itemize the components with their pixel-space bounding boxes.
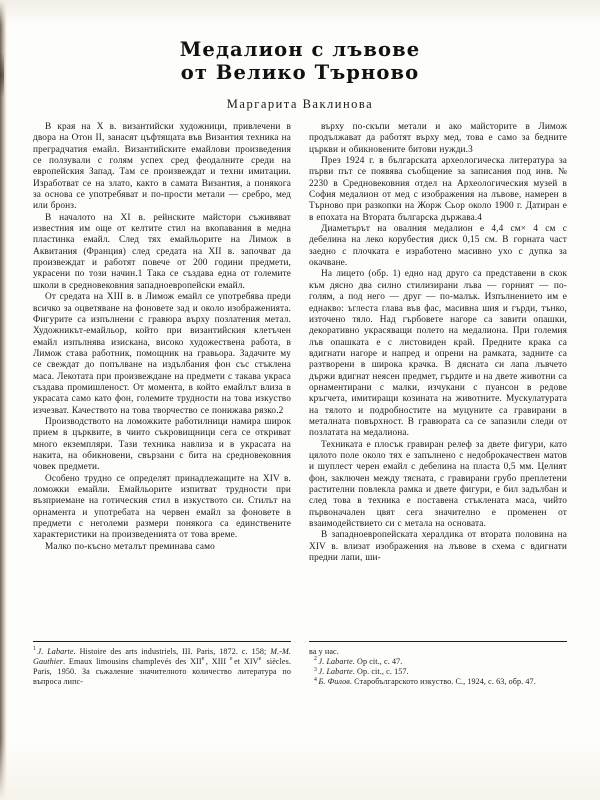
right-column <box>309 122 567 564</box>
footnote-continuation: ва у нас. <box>309 647 339 656</box>
footnote-divider-right <box>309 641 567 642</box>
footnotes-left-column <box>33 641 291 687</box>
title-line-1: Медалион с лъвове <box>179 38 421 61</box>
paragraph: В края на X в. византийски художници, привлечени в двора на Отон II, занасят цъфтящата във Византия техника на преградчатия емайл. Византийските емайлови произведения се ползували с голям успех сред феодалните среди на европейския Запад. Там се произвеждат и техни имитации. Изработват се на злато, както в самата Византия, а понякога за основа се употребяват и по-прости метали — сребро, мед или бронз. <box>33 122 291 212</box>
footnote-entry-4: $^4$ Б. Филов. Старобългарското изкуство. С., 1924, с. 63, обр. 47. <box>314 676 536 687</box>
paragraph: В началото на XI в. рейнските майстори съживяват известния им още от келтите стил на вкопавания в медна пластинка емайл. След тях емайльорите на Лимож в Аквитания (Франция) след средата на XII в. започват да произвеждат и работят повече от 200 години предмети, украсени по този начин.1 Така се създава една от големите школи в средновековния западноевропейски емайл. <box>33 212 291 291</box>
scan-edge-left <box>0 0 7 800</box>
author-byline: Маргарита Ваклинова <box>226 97 374 111</box>
body-columns <box>33 122 567 564</box>
paragraph: На лицето (обр. 1) едно над друго са представени в скок към дясно два силно стилизирани лъва — горният — по-голям, а под него — друг — по-малък. Изпълнението им е еднакво: ъглеста глава във фас, масивна шия и гърди, тънко, източено тяло. Над гърбовете нагоре са завити опашки, декоративно украсяващи полето на медалиона. При големия лъв опашката е с листовиден край. Предните крака са вдигнати нагоре и напред и опрени на рамката, задните са разтворени в широка крачка. В дясната си лапа лъвчето държи вдигнат неясен предмет, гърдите и на двете животни са орнаментирани с малки, изчукани с пуансон в редове кръгчета, имитиращи козината на животните. Мускулатурата на тялото и подробностите на муцуните са гравирани в металната повърхност. В гравюрата са се запазили следи от позлатата на медалиона. <box>309 269 567 439</box>
paragraph: Техниката е плосък гравиран релеф за двете фигури, като цялото поле около тях е запълнено с недоброкачествен матов и шуплест черен емайл с дебелина на пласта 0,5 мм. Целият фон, заключен между тясната, с гравирани грубо преплетени растителни повлекла рамка и двете фигури, е бил задълбан и след това в техника е поставена стъклената маса, чийто първоначален цвят сега значително е променен от взаимодействието си с метала на основата. <box>309 439 567 530</box>
footnote-marker: 4 <box>314 676 317 683</box>
footnote-marker: 3 <box>314 666 317 673</box>
scan-tint-top <box>0 0 600 26</box>
footnote-entry-1: $^1$ J. Labarte. Histoire des arts industriels, III. Paris, 1872. с. 158; M.-M. Gauthier. Emaux limousins champlevés des XIIe , XIII $^e$ et XIVe siècles. Paris, 1950. За съжаление значителното количество литература по въпроса липс- <box>33 646 291 687</box>
footnote-author: M.-M. Gauthier <box>33 647 291 667</box>
footnote-author: J. Labarte <box>318 657 353 667</box>
footnote-marker: 1 <box>33 646 36 653</box>
paragraph: Диаметърът на овалния медалион е 4,4 см× 4 см с дебелина на леко корубестия диск 0,15 см. В горната част заедно с плочката е изработено масивно ухо с дупка за окачване. <box>309 224 567 269</box>
page-title <box>0 38 600 84</box>
article-header <box>0 38 600 112</box>
paragraph: От средата на XIII в. в Лимож емайл се употребява преди всичко за оцветяване на фоновете зад и около изображенията. Фигурите са изпълнени с гравюра върху позлатения метал. Художникът-емайльор, който при византийския клетъчен емайл изпълнява изискана, високо художествена работа, в Лимож става работник, помощник на гравьора. Задачите му се свеждат до попълване на издълбания фон със стъклена маса. Лекотата при произвеждане на предмети с такава украса създава промишленост. От момента, в който емайлът влиза в украсата само като фон, големите трудности на това изкуство изчезват. Качеството на това творчество се понижава рязко.2 <box>33 292 291 416</box>
footnote-author: Б. Филов <box>318 677 350 687</box>
paragraph: Производството на ломожките работилници намира широк прием в църквите, в чиито съкровищници сега се откриват много екземпляри. Тази техника навлиза и в украсата на накита, на обикновени, свързани с бита на средновековния човек предмети. <box>33 416 291 473</box>
left-column <box>33 122 291 564</box>
footnote-divider-left <box>33 641 291 642</box>
paragraph: През 1924 г. в българската археологическа литература за първи път се появява съобщение за записания под инв. № 2230 в Средновековния отдел на Археологическия музей в София медалион от мед с изображения на лъвове, намерен в Търново при разкопки на Жорж Сьор около 1900 г. Датиран е в епохата на Втората българска държава.4 <box>309 156 567 223</box>
footnote-author: J. Labarte <box>318 667 353 677</box>
footnote-entry-3: $^3$ J. Labarte. Op. cit., с. 157. <box>314 666 409 677</box>
paragraph: Малко по-късно металът преминава само <box>45 541 215 552</box>
paragraph: В западноевропейската хералдика от втората половина на XIV в. влизат изображения на лъвове в схема с вдигнати предни лапи, ши- <box>309 530 567 564</box>
footnotes <box>33 641 567 687</box>
title-line-2: от Велико Търново <box>180 61 420 84</box>
footnote-entry-2: $^2$ J. Labarte. Op cit., с. 47. <box>314 656 403 667</box>
footnotes-right-column <box>309 641 567 687</box>
paragraph: върху по-скъпи метали и ако майсторите в Лимож продължават да работят върху мед, това е само за бедните църкви и обикновените битови нужди.3 <box>309 122 567 155</box>
footnote-marker: 2 <box>314 656 317 663</box>
scan-tint-bottom <box>0 740 600 800</box>
footnote-author: J. Labarte <box>37 647 74 656</box>
paragraph: Особено трудно се определят принадлежащите на XIV в. ломожки емайли. Емайльорите изпитват трудности при възприемане на готическия стил в изкуството си. Стилът на орнамента и употребата на червен емайл за фоновете в предмети с неголеми размери понякога са единствените характеристики на произведенията от това време. <box>33 473 291 541</box>
